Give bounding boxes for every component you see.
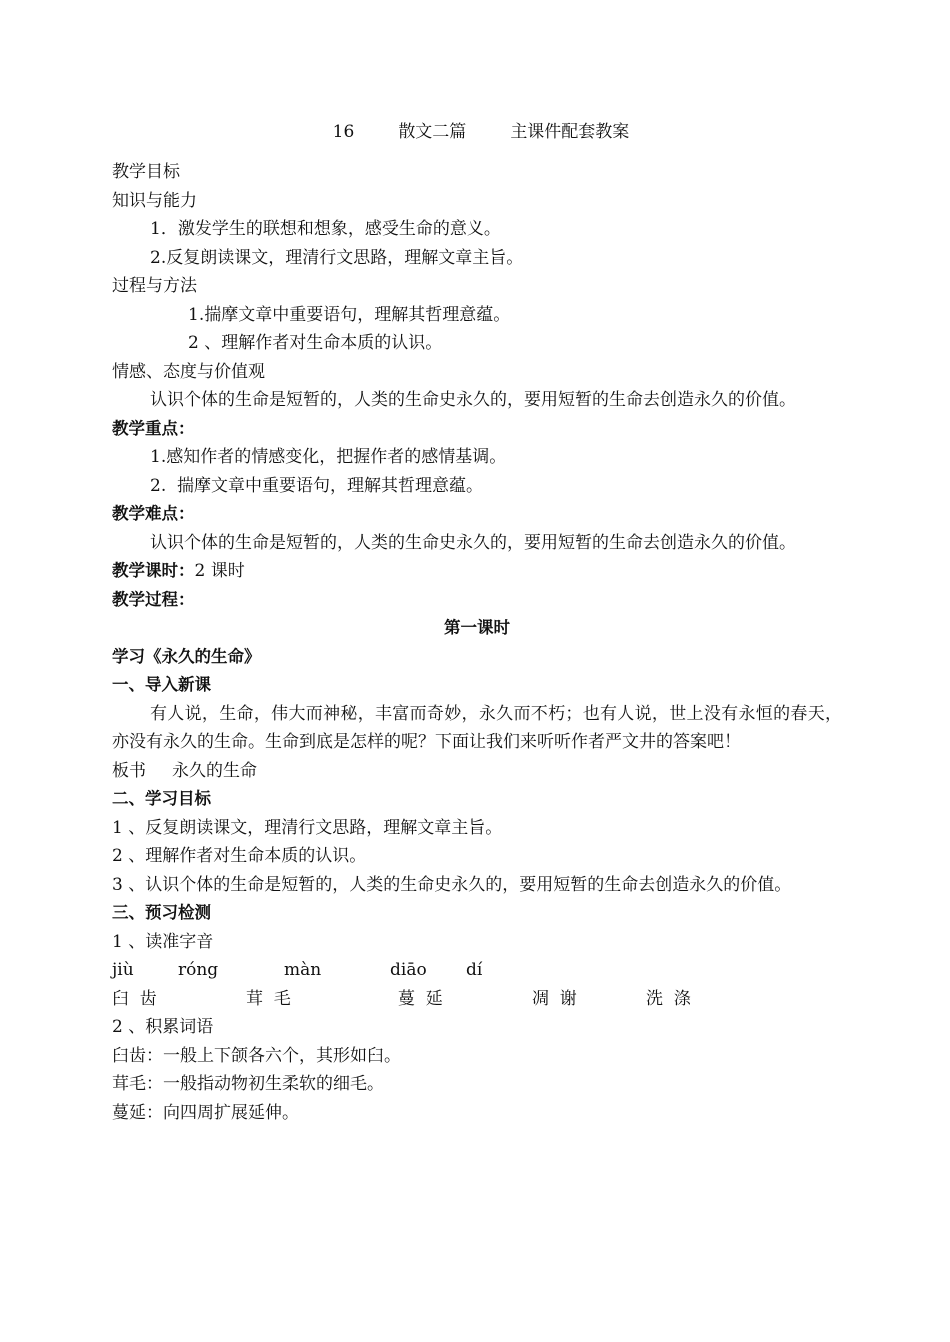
board-label: 板书 [112, 760, 146, 781]
emotion-text: 认识个体的生命是短暂的，人类的生命史永久的，要用短暂的生命去创造永久的价值。 [150, 390, 796, 410]
section-preview-heading: 三、预习检测 [112, 903, 211, 922]
knowledge-item: 1．激发学生的联想和想象，感受生命的意义。 [150, 219, 501, 239]
knowledge-item: 2.反复朗读课文，理清行文思路，理解文章主旨。 [150, 247, 524, 268]
intro-text: 有人说，生命，伟大而神秘，丰富而奇妙，永久而不朽；也有人说，世上没有永恒的春天，亦没有永久的生命。生命到底是怎样的呢？下面让我们来听听作者严文井的答案吧！ [112, 703, 842, 752]
key-item: 1.感知作者的情感变化，把握作者的感情基调。 [150, 447, 507, 467]
pinyin-item: jiù [112, 960, 134, 980]
vocab-item: 茸毛：一般指动物初生柔软的细毛。 [112, 1074, 384, 1094]
knowledge-heading: 知识与能力 [112, 190, 197, 211]
hours-value: 2 课时 [194, 561, 245, 581]
difficulty-text: 认识个体的生命是短暂的，人类的生命史永久的，要用短暂的生命去创造永久的价值。 [150, 532, 796, 553]
hours-label: 教学课时： [112, 561, 195, 580]
document-page [112, 118, 842, 1127]
lesson-title: 第一课时 [444, 618, 510, 637]
vocab-item: 臼齿：一般上下颌各六个，其形如臼。 [112, 1045, 401, 1066]
char-item: 臼 齿 [112, 988, 157, 1009]
pinyin-item: dí [466, 960, 483, 980]
board-value: 永久的生命 [172, 760, 257, 781]
difficulty-heading: 教学难点： [112, 504, 195, 523]
hours-line [112, 557, 842, 586]
title-name: 散文二篇 [398, 122, 467, 142]
section-targets-heading: 二、学习目标 [112, 789, 211, 808]
process-item: 1.揣摩文章中重要语句，理解其哲理意蕴。 [188, 304, 511, 325]
char-item: 茸 毛 [246, 988, 291, 1009]
pinyin-row [112, 956, 842, 985]
char-item: 蔓 延 [398, 988, 443, 1009]
study-title: 学习《永久的生命》 [112, 646, 261, 666]
process-item: 2 、理解作者对生命本质的认识。 [188, 333, 443, 353]
pinyin-item: róng [178, 960, 219, 980]
emotion-heading: 情感、态度与价值观 [112, 361, 265, 382]
title-number: 16 [332, 122, 355, 142]
title-suffix: 主课件配套教案 [510, 122, 630, 142]
vocab-label: 2 、积累词语 [112, 1017, 214, 1037]
target-item: 1 、反复朗读课文，理清行文思路，理解文章主旨。 [112, 817, 503, 838]
process-heading: 过程与方法 [112, 276, 197, 296]
process-label: 教学过程： [112, 589, 195, 609]
section-intro-heading: 一、导入新课 [112, 675, 211, 694]
board-line [112, 757, 842, 786]
char-item: 凋 谢 [532, 988, 577, 1009]
vocab-item: 蔓延：向四周扩展延伸。 [112, 1102, 299, 1123]
pinyin-item: màn [284, 960, 322, 980]
read-label: 1 、读准字音 [112, 931, 214, 952]
key-heading: 教学重点： [112, 418, 195, 438]
document-title [112, 118, 842, 158]
key-item: 2. 揣摩文章中重要语句，理解其哲理意蕴。 [150, 475, 484, 496]
characters-row [112, 985, 842, 1014]
goals-heading: 教学目标 [112, 162, 180, 182]
target-item: 2 、理解作者对生命本质的认识。 [112, 846, 367, 866]
char-item: 洗 涤 [646, 988, 691, 1009]
target-item: 3 、认识个体的生命是短暂的，人类的生命史永久的，要用短暂的生命去创造永久的价值。 [112, 874, 792, 895]
pinyin-item: diāo [390, 960, 427, 980]
